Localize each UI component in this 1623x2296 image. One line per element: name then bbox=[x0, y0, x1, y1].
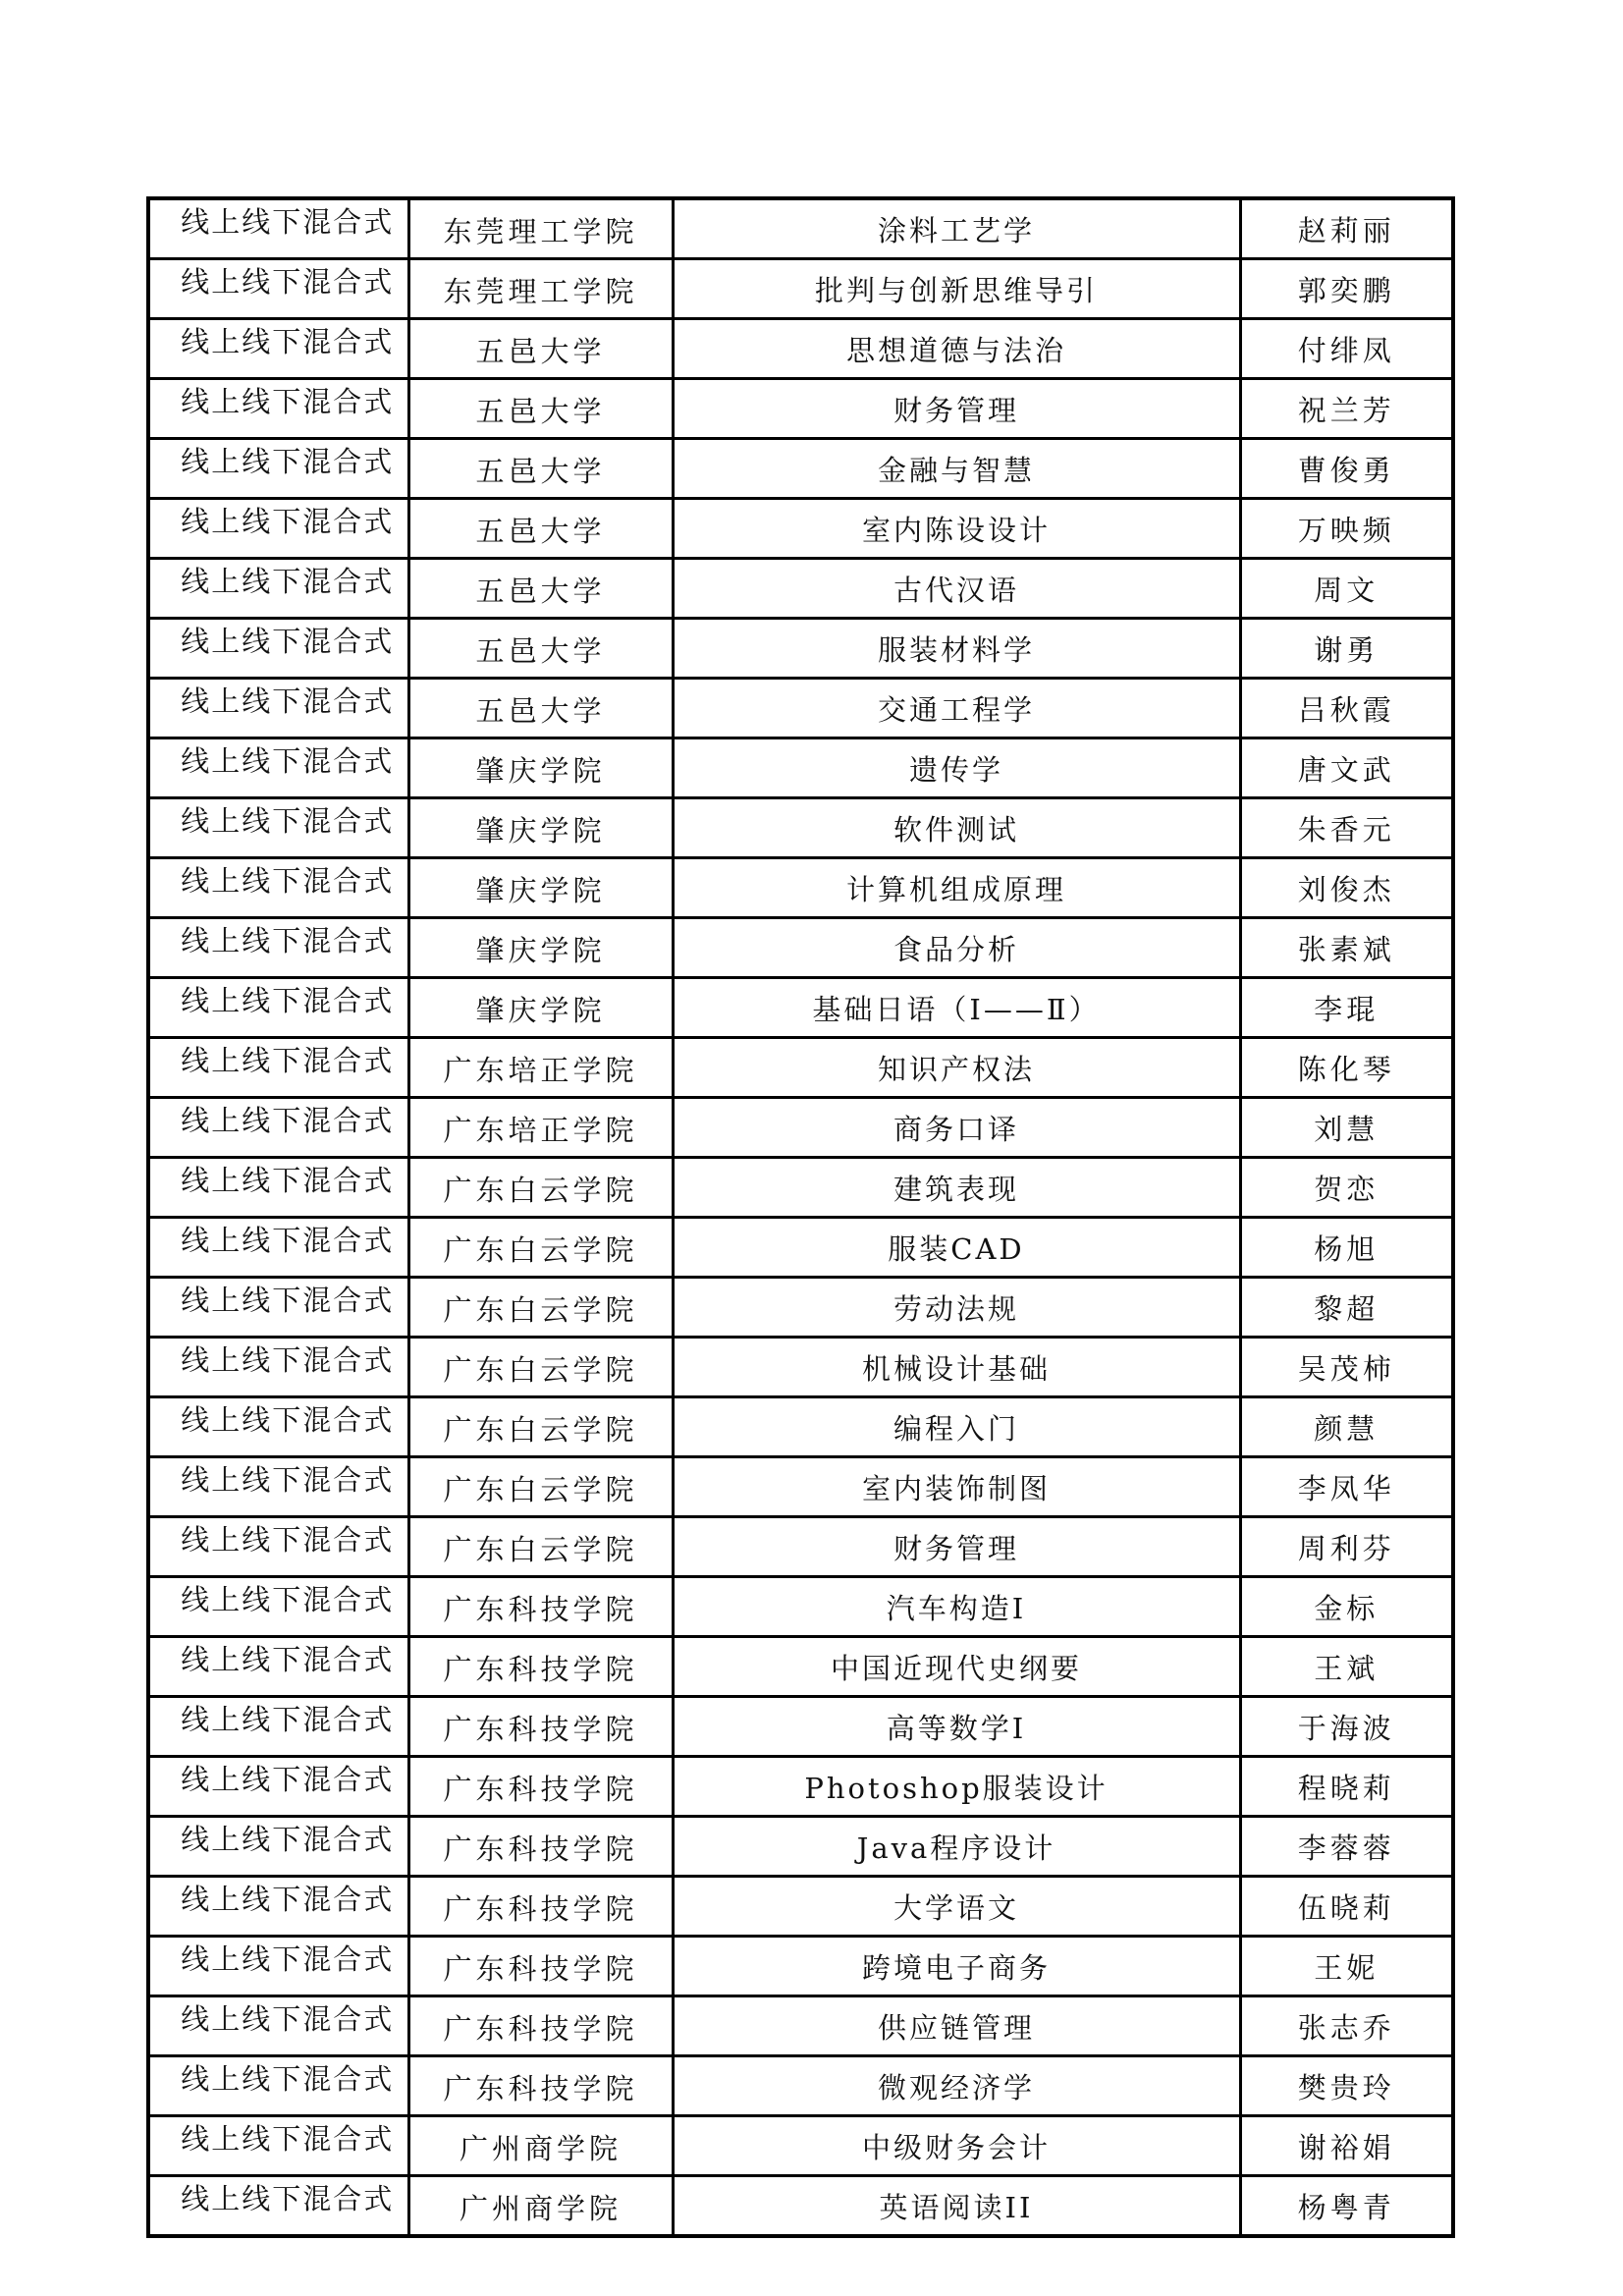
course-name-cell: 劳动法规 bbox=[673, 1278, 1240, 1338]
teacher-cell: 王妮 bbox=[1240, 1937, 1453, 1996]
table-row bbox=[148, 619, 1453, 679]
course-name-cell: 遗传学 bbox=[673, 738, 1240, 798]
teaching-mode-cell: 线上线下混合式 bbox=[148, 858, 408, 918]
table-row bbox=[148, 858, 1453, 918]
teaching-mode-cell: 线上线下混合式 bbox=[148, 679, 408, 738]
school-cell: 五邑大学 bbox=[408, 619, 673, 679]
table-row bbox=[148, 738, 1453, 798]
table-row bbox=[148, 1637, 1453, 1697]
teaching-mode-cell: 线上线下混合式 bbox=[148, 978, 408, 1038]
table-row bbox=[148, 1397, 1453, 1457]
school-cell: 广东白云学院 bbox=[408, 1517, 673, 1577]
teaching-mode-cell: 线上线下混合式 bbox=[148, 319, 408, 379]
table-row bbox=[148, 1877, 1453, 1937]
teacher-cell: 付绯凤 bbox=[1240, 319, 1453, 379]
school-cell: 广东科技学院 bbox=[408, 1697, 673, 1757]
teacher-cell: 周利芬 bbox=[1240, 1517, 1453, 1577]
teacher-cell: 曹俊勇 bbox=[1240, 439, 1453, 499]
teacher-cell: 李蓉蓉 bbox=[1240, 1817, 1453, 1877]
table-row bbox=[148, 1457, 1453, 1517]
course-name-cell: 室内陈设设计 bbox=[673, 499, 1240, 559]
teacher-cell: 周文 bbox=[1240, 559, 1453, 619]
course-name-cell: 中国近现代史纲要 bbox=[673, 1637, 1240, 1697]
teaching-mode-cell: 线上线下混合式 bbox=[148, 499, 408, 559]
school-cell: 广东科技学院 bbox=[408, 1577, 673, 1637]
teacher-cell: 万映频 bbox=[1240, 499, 1453, 559]
course-name-cell: 服装材料学 bbox=[673, 619, 1240, 679]
teaching-mode-cell: 线上线下混合式 bbox=[148, 1457, 408, 1517]
teaching-mode-cell: 线上线下混合式 bbox=[148, 1038, 408, 1098]
school-cell: 五邑大学 bbox=[408, 559, 673, 619]
school-cell: 五邑大学 bbox=[408, 679, 673, 738]
table-row bbox=[148, 1937, 1453, 1996]
school-cell: 广东白云学院 bbox=[408, 1278, 673, 1338]
school-cell: 广东白云学院 bbox=[408, 1338, 673, 1397]
course-name-cell: 思想道德与法治 bbox=[673, 319, 1240, 379]
table-row bbox=[148, 1817, 1453, 1877]
course-name-cell: 高等数学Ⅰ bbox=[673, 1697, 1240, 1757]
teacher-cell: 颜慧 bbox=[1240, 1397, 1453, 1457]
table-row bbox=[148, 2176, 1453, 2237]
table-row bbox=[148, 439, 1453, 499]
table-row bbox=[148, 1517, 1453, 1577]
school-cell: 五邑大学 bbox=[408, 499, 673, 559]
course-name-cell: 食品分析 bbox=[673, 918, 1240, 978]
table-row bbox=[148, 798, 1453, 858]
teacher-cell: 金标 bbox=[1240, 1577, 1453, 1637]
course-name-cell: 软件测试 bbox=[673, 798, 1240, 858]
course-name-cell: 编程入门 bbox=[673, 1397, 1240, 1457]
teacher-cell: 李琨 bbox=[1240, 978, 1453, 1038]
table-row bbox=[148, 978, 1453, 1038]
teacher-cell: 刘俊杰 bbox=[1240, 858, 1453, 918]
course-name-cell: 微观经济学 bbox=[673, 2056, 1240, 2116]
course-name-cell: 基础日语（Ⅰ——Ⅱ） bbox=[673, 978, 1240, 1038]
teaching-mode-cell: 线上线下混合式 bbox=[148, 198, 408, 259]
school-cell: 肇庆学院 bbox=[408, 858, 673, 918]
school-cell: 广东培正学院 bbox=[408, 1098, 673, 1158]
course-name-cell: 英语阅读II bbox=[673, 2176, 1240, 2237]
teacher-cell: 吕秋霞 bbox=[1240, 679, 1453, 738]
teaching-mode-cell: 线上线下混合式 bbox=[148, 1098, 408, 1158]
teacher-cell: 李凤华 bbox=[1240, 1457, 1453, 1517]
school-cell: 广东科技学院 bbox=[408, 1637, 673, 1697]
course-name-cell: 计算机组成原理 bbox=[673, 858, 1240, 918]
teacher-cell: 于海波 bbox=[1240, 1697, 1453, 1757]
course-name-cell: 中级财务会计 bbox=[673, 2116, 1240, 2176]
teacher-cell: 王斌 bbox=[1240, 1637, 1453, 1697]
table-row bbox=[148, 559, 1453, 619]
course-name-cell: 商务口译 bbox=[673, 1098, 1240, 1158]
school-cell: 广东白云学院 bbox=[408, 1397, 673, 1457]
school-cell: 广州商学院 bbox=[408, 2176, 673, 2237]
table-row bbox=[148, 1278, 1453, 1338]
table-row bbox=[148, 2116, 1453, 2176]
teaching-mode-cell: 线上线下混合式 bbox=[148, 1278, 408, 1338]
teaching-mode-cell: 线上线下混合式 bbox=[148, 1937, 408, 1996]
teaching-mode-cell: 线上线下混合式 bbox=[148, 2056, 408, 2116]
course-name-cell: 汽车构造Ⅰ bbox=[673, 1577, 1240, 1637]
teaching-mode-cell: 线上线下混合式 bbox=[148, 1397, 408, 1457]
course-name-cell: Photoshop服装设计 bbox=[673, 1757, 1240, 1817]
course-name-cell: 室内装饰制图 bbox=[673, 1457, 1240, 1517]
school-cell: 东莞理工学院 bbox=[408, 259, 673, 319]
school-cell: 广东白云学院 bbox=[408, 1158, 673, 1218]
teacher-cell: 杨旭 bbox=[1240, 1218, 1453, 1278]
course-name-cell: 跨境电子商务 bbox=[673, 1937, 1240, 1996]
teacher-cell: 张志乔 bbox=[1240, 1996, 1453, 2056]
course-name-cell: 金融与智慧 bbox=[673, 439, 1240, 499]
table-row bbox=[148, 1098, 1453, 1158]
school-cell: 五邑大学 bbox=[408, 379, 673, 439]
teaching-mode-cell: 线上线下混合式 bbox=[148, 798, 408, 858]
teaching-mode-cell: 线上线下混合式 bbox=[148, 1637, 408, 1697]
table-row bbox=[148, 499, 1453, 559]
school-cell: 东莞理工学院 bbox=[408, 198, 673, 259]
course-name-cell: 建筑表现 bbox=[673, 1158, 1240, 1218]
table-row bbox=[148, 198, 1453, 259]
school-cell: 肇庆学院 bbox=[408, 918, 673, 978]
teacher-cell: 赵莉丽 bbox=[1240, 198, 1453, 259]
school-cell: 广东白云学院 bbox=[408, 1457, 673, 1517]
course-name-cell: 大学语文 bbox=[673, 1877, 1240, 1937]
teaching-mode-cell: 线上线下混合式 bbox=[148, 379, 408, 439]
table-row bbox=[148, 319, 1453, 379]
table-row bbox=[148, 1577, 1453, 1637]
table-row bbox=[148, 918, 1453, 978]
school-cell: 肇庆学院 bbox=[408, 978, 673, 1038]
course-name-cell: 财务管理 bbox=[673, 1517, 1240, 1577]
table-row bbox=[148, 2056, 1453, 2116]
school-cell: 广东白云学院 bbox=[408, 1218, 673, 1278]
teacher-cell: 唐文武 bbox=[1240, 738, 1453, 798]
school-cell: 肇庆学院 bbox=[408, 738, 673, 798]
school-cell: 广东科技学院 bbox=[408, 1817, 673, 1877]
table-row bbox=[148, 1996, 1453, 2056]
course-name-cell: 供应链管理 bbox=[673, 1996, 1240, 2056]
teacher-cell: 樊贵玲 bbox=[1240, 2056, 1453, 2116]
teaching-mode-cell: 线上线下混合式 bbox=[148, 1158, 408, 1218]
teaching-mode-cell: 线上线下混合式 bbox=[148, 619, 408, 679]
school-cell: 广东科技学院 bbox=[408, 2056, 673, 2116]
course-name-cell: 财务管理 bbox=[673, 379, 1240, 439]
school-cell: 五邑大学 bbox=[408, 439, 673, 499]
school-cell: 广东科技学院 bbox=[408, 1937, 673, 1996]
teacher-cell: 贺恋 bbox=[1240, 1158, 1453, 1218]
teaching-mode-cell: 线上线下混合式 bbox=[148, 1218, 408, 1278]
school-cell: 广州商学院 bbox=[408, 2116, 673, 2176]
course-name-cell: 交通工程学 bbox=[673, 679, 1240, 738]
teaching-mode-cell: 线上线下混合式 bbox=[148, 2176, 408, 2237]
course-name-cell: 批判与创新思维导引 bbox=[673, 259, 1240, 319]
teaching-mode-cell: 线上线下混合式 bbox=[148, 1757, 408, 1817]
teacher-cell: 谢裕娟 bbox=[1240, 2116, 1453, 2176]
teaching-mode-cell: 线上线下混合式 bbox=[148, 2116, 408, 2176]
course-name-cell: 机械设计基础 bbox=[673, 1338, 1240, 1397]
school-cell: 广东科技学院 bbox=[408, 1757, 673, 1817]
school-cell: 广东科技学院 bbox=[408, 1877, 673, 1937]
table-row bbox=[148, 679, 1453, 738]
school-cell: 五邑大学 bbox=[408, 319, 673, 379]
table-row bbox=[148, 259, 1453, 319]
teaching-mode-cell: 线上线下混合式 bbox=[148, 439, 408, 499]
teaching-mode-cell: 线上线下混合式 bbox=[148, 738, 408, 798]
teaching-mode-cell: 线上线下混合式 bbox=[148, 1697, 408, 1757]
teaching-mode-cell: 线上线下混合式 bbox=[148, 1877, 408, 1937]
table-row bbox=[148, 1338, 1453, 1397]
table-row bbox=[148, 1038, 1453, 1098]
teaching-mode-cell: 线上线下混合式 bbox=[148, 1996, 408, 2056]
course-name-cell: 知识产权法 bbox=[673, 1038, 1240, 1098]
teacher-cell: 吴茂柿 bbox=[1240, 1338, 1453, 1397]
teaching-mode-cell: 线上线下混合式 bbox=[148, 559, 408, 619]
course-name-cell: 服装CAD bbox=[673, 1218, 1240, 1278]
table-body bbox=[148, 198, 1453, 2236]
teaching-mode-cell: 线上线下混合式 bbox=[148, 1517, 408, 1577]
teacher-cell: 伍晓莉 bbox=[1240, 1877, 1453, 1937]
course-name-cell: Java程序设计 bbox=[673, 1817, 1240, 1877]
table-row bbox=[148, 1158, 1453, 1218]
teacher-cell: 郭奕鹏 bbox=[1240, 259, 1453, 319]
teacher-cell: 张素斌 bbox=[1240, 918, 1453, 978]
teacher-cell: 程晓莉 bbox=[1240, 1757, 1453, 1817]
table-row bbox=[148, 1218, 1453, 1278]
school-cell: 广东科技学院 bbox=[408, 1996, 673, 2056]
course-name-cell: 古代汉语 bbox=[673, 559, 1240, 619]
school-cell: 广东培正学院 bbox=[408, 1038, 673, 1098]
teaching-mode-cell: 线上线下混合式 bbox=[148, 1577, 408, 1637]
teacher-cell: 祝兰芳 bbox=[1240, 379, 1453, 439]
course-name-cell: 涂料工艺学 bbox=[673, 198, 1240, 259]
teacher-cell: 朱香元 bbox=[1240, 798, 1453, 858]
teacher-cell: 杨粤青 bbox=[1240, 2176, 1453, 2237]
teaching-mode-cell: 线上线下混合式 bbox=[148, 259, 408, 319]
teaching-mode-cell: 线上线下混合式 bbox=[148, 918, 408, 978]
school-cell: 肇庆学院 bbox=[408, 798, 673, 858]
teacher-cell: 黎超 bbox=[1240, 1278, 1453, 1338]
teaching-mode-cell: 线上线下混合式 bbox=[148, 1817, 408, 1877]
teacher-cell: 陈化琴 bbox=[1240, 1038, 1453, 1098]
table-row bbox=[148, 379, 1453, 439]
course-list-table bbox=[146, 196, 1455, 2238]
teaching-mode-cell: 线上线下混合式 bbox=[148, 1338, 408, 1397]
teacher-cell: 谢勇 bbox=[1240, 619, 1453, 679]
table-row bbox=[148, 1697, 1453, 1757]
teacher-cell: 刘慧 bbox=[1240, 1098, 1453, 1158]
table-row bbox=[148, 1757, 1453, 1817]
